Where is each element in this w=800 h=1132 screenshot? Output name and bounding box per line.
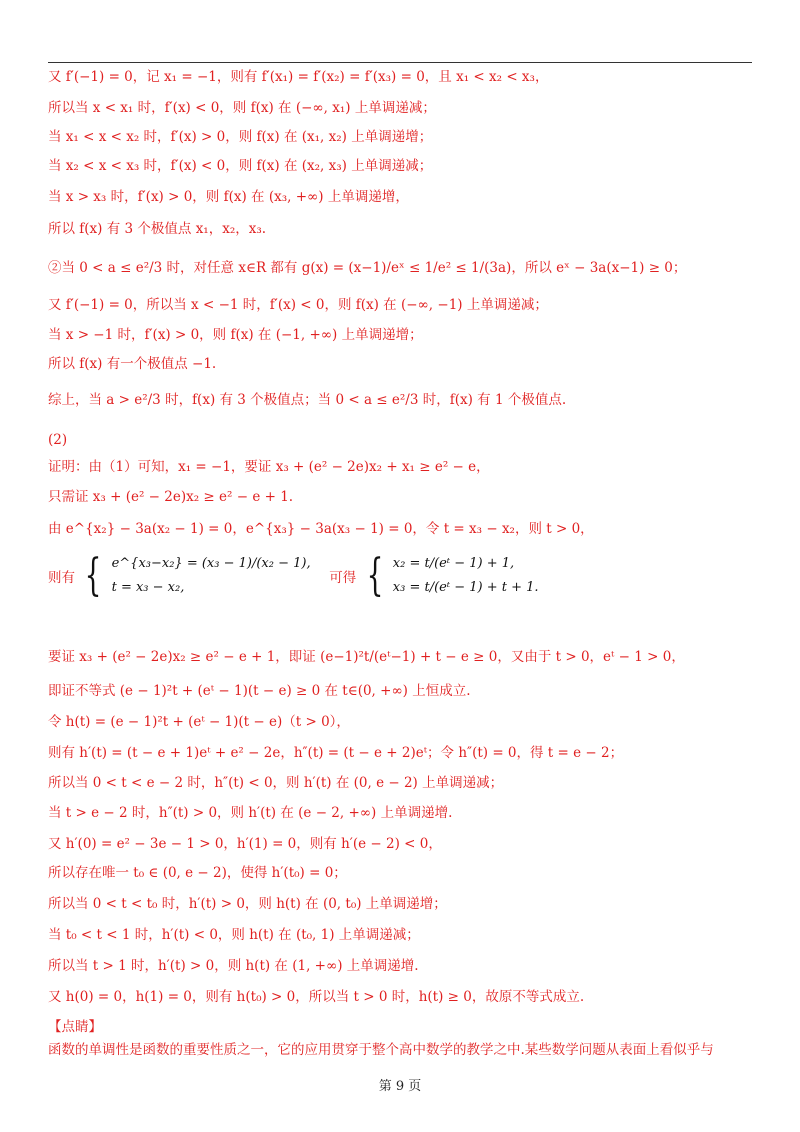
top-rule	[48, 62, 752, 63]
text-line: 所以当 t > 1 时，h′(t) > 0，则 h(t) 在 (1, +∞) 上单调递增.	[48, 958, 419, 974]
text-line: 又 h′(0) = e² − 3e − 1 > 0，h′(1) = 0，则有 h′(e − 2) < 0，	[48, 836, 442, 852]
text-line: 即证不等式 (e − 1)²t + (eᵗ − 1)(t − e) ≥ 0 在 t∈(0, +∞) 上恒成立.	[48, 683, 471, 699]
text-line: 所以存在唯一 t₀ ∈ (0, e − 2)，使得 h′(t₀) = 0；	[48, 865, 347, 881]
system-row: x₃ = t/(eᵗ − 1) + t + 1.	[392, 580, 539, 595]
left-brace: {	[366, 550, 383, 601]
page-footer: 第 9 页	[378, 1079, 422, 1094]
text-line: 当 x > x₃ 时，f′(x) > 0，则 f(x) 在 (x₃, +∞) 上单调递增，	[48, 189, 409, 205]
text-line: 当 t > e − 2 时，h″(t) > 0，则 h′(t) 在 (e − 2, +∞) 上单调递增.	[48, 805, 453, 821]
text-line: 又 h(0) = 0，h(1) = 0，则有 h(t₀) > 0，所以当 t > 0 时，h(t) ≥ 0，故原不等式成立.	[48, 989, 585, 1005]
text-line: 当 x₁ < x < x₂ 时，f′(x) > 0，则 f(x) 在 (x₁, x₂) 上单调递增；	[48, 129, 433, 145]
left-brace: {	[84, 550, 102, 601]
note-text: 函数的单调性是函数的重要性质之一，它的应用贯穿于整个高中数学的教学之中.某些数学问题从表面上看似乎与	[48, 1042, 714, 1058]
text-line: ②当 0 < a ≤ e²/3 时，对任意 x∈R 都有 g(x) = (x−1)/eˣ ≤ 1/e² ≤ 1/(3a)，所以 eˣ − 3a(x−1) ≥ 0；	[48, 260, 687, 276]
text-line: 所以当 0 < t < t₀ 时，h′(t) > 0，则 h(t) 在 (0, t₀) 上单调递增；	[48, 896, 447, 912]
text-line: 证明：由（1）可知，x₁ = −1，要证 x₃ + (e² − 2e)x₂ + x₁ ≥ e² − e，	[48, 459, 490, 475]
system-right	[393, 552, 539, 600]
text-line: 当 x > −1 时，f′(x) > 0，则 f(x) 在 (−1, +∞) 上单调递增；	[48, 327, 423, 343]
system-left	[112, 552, 311, 600]
text-line: 所以当 x < x₁ 时，f′(x) < 0，则 f(x) 在 (−∞, x₁) 上单调递减；	[48, 100, 436, 116]
section-label: (2)	[48, 432, 68, 448]
text-line: 则有 h′(t) = (t − e + 1)eᵗ + e² − 2e，h″(t) = (t − e + 2)eᵗ；令 h″(t) = 0，得 t = e − 2；	[48, 745, 624, 761]
text-line: 所以 f(x) 有一个极值点 −1.	[48, 356, 217, 372]
text-line: 当 t₀ < t < 1 时，h′(t) < 0，则 h(t) 在 (t₀, 1) 上单调递减；	[48, 927, 420, 943]
text-line: 又 f′(−1) = 0，记 x₁ = −1，则有 f′(x₁) = f′(x₂) = f′(x₃) = 0，且 x₁ < x₂ < x₃，	[48, 69, 549, 85]
text-line: 综上，当 a > e²/3 时，f(x) 有 3 个极值点；当 0 < a ≤ e²/3 时，f(x) 有 1 个极值点.	[48, 392, 567, 408]
text-line: 由 e^{x₂} − 3a(x₂ − 1) = 0，e^{x₃} − 3a(x₃ − 1) = 0，令 t = x₃ − x₂，则 t > 0，	[48, 521, 594, 537]
system-prefix: 可得	[329, 570, 357, 586]
text-line: 令 h(t) = (e − 1)²t + (eᵗ − 1)(t − e)（t > 0），	[48, 714, 350, 730]
system-row: t = x₃ − x₂,	[111, 580, 185, 595]
text-line: 又 f′(−1) = 0，所以当 x < −1 时，f′(x) < 0，则 f(x) 在 (−∞, −1) 上单调递减；	[48, 297, 548, 313]
text-line: 所以当 0 < t < e − 2 时，h″(t) < 0，则 h′(t) 在 (0, e − 2) 上单调递减；	[48, 775, 504, 791]
text-line: 当 x₂ < x < x₃ 时，f′(x) < 0，则 f(x) 在 (x₂, x₃) 上单调递减；	[48, 158, 433, 174]
system-row: e^{x₃−x₂} = (x₃ − 1)/(x₂ − 1),	[111, 556, 311, 571]
system-prefix: 则有	[48, 570, 75, 586]
text-line: 要证 x₃ + (e² − 2e)x₂ ≥ e² − e + 1，即证 (e−1)²t/(eᵗ−1) + t − e ≥ 0，又由于 t > 0，eᵗ − 1 > 0，	[48, 649, 685, 665]
text-line: 只需证 x₃ + (e² − 2e)x₂ ≥ e² − e + 1.	[48, 489, 294, 505]
equation-system	[48, 552, 539, 600]
note-heading: 【点睛】	[48, 1019, 102, 1035]
text-line: 所以 f(x) 有 3 个极值点 x₁，x₂，x₃.	[48, 221, 267, 237]
system-row: x₂ = t/(eᵗ − 1) + 1,	[392, 556, 515, 571]
